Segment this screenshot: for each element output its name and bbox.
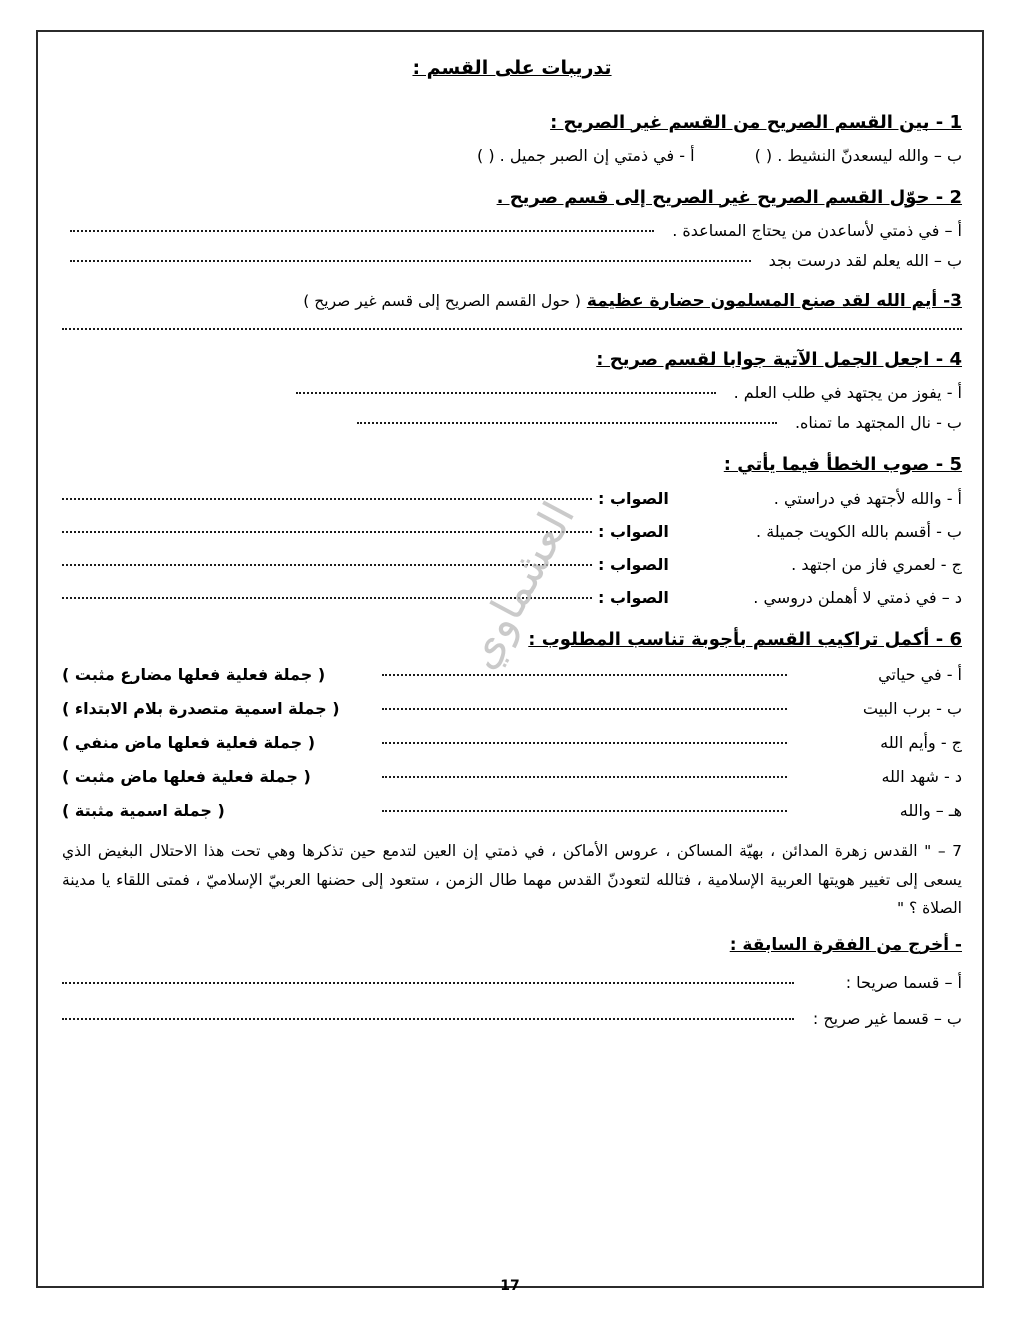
question-7-item-b: ب – قسما غير صريح :	[812, 1008, 962, 1028]
question-2-item-a: أ – في ذمتي لأساعدن من يحتاج المساعدة .	[672, 220, 962, 240]
question-4-row-a	[62, 381, 962, 405]
answer-line[interactable]	[62, 597, 592, 599]
question-3-instruction: ( حول القسم الصريح إلى قسم غير صريح )	[303, 291, 581, 310]
question-6-prompt-a: أ - في حياتي	[878, 665, 962, 684]
question-5-row-b	[62, 520, 962, 544]
page-number: 17	[500, 1278, 520, 1294]
question-6-row-e	[62, 799, 962, 823]
question-5-row-c	[62, 553, 962, 577]
question-4-row-b	[62, 411, 962, 435]
answer-line[interactable]	[382, 674, 787, 676]
question-6-heading: 6 - أكمل تراكيب القسم بأجوبة تناسب المطلوب :	[528, 629, 962, 650]
question-6-prompt-b: ب - برب البيت	[862, 699, 962, 718]
question-3	[62, 289, 962, 315]
answer-line[interactable]	[382, 776, 787, 778]
question-6-row-c	[62, 731, 962, 755]
question-6-row-a	[62, 663, 962, 687]
question-6-prompt-d: د - شهد الله	[881, 767, 962, 786]
question-6-hint-a: ( جملة فعلية فعلها مضارع مثبت )	[62, 665, 326, 684]
question-5-row-d	[62, 586, 962, 610]
question-4-item-b: ب - نال المجتهد ما تمناه.	[794, 413, 962, 432]
answer-line[interactable]	[62, 531, 592, 533]
answer-label: الصواب :	[598, 555, 669, 574]
question-5-item-b: ب - أقسم بالله الكويت جميلة .	[756, 522, 962, 541]
worksheet-content	[62, 48, 962, 1272]
question-6-prompt-c: ج - وأيم الله	[880, 733, 962, 752]
question-6-prompt-e: هـ – والله	[899, 801, 962, 820]
question-5-heading: 5 - صوب الخطأ فيما يأتي :	[723, 454, 962, 475]
question-7-row-a	[62, 971, 962, 995]
answer-label: الصواب :	[598, 489, 669, 508]
question-2-item-b: ب – الله يعلم لقد درست بجد	[768, 250, 962, 270]
answer-line[interactable]	[62, 1018, 794, 1020]
question-5-row-a	[62, 487, 962, 511]
answer-line[interactable]	[382, 810, 787, 812]
question-7-item-a: أ – قسما صريحا :	[845, 972, 962, 992]
question-6-row-b	[62, 697, 962, 721]
question-3-bold: 3- أيم الله لقد صنع المسلمون حضارة عظيمة	[586, 290, 962, 311]
answer-line[interactable]	[382, 708, 787, 710]
question-1-item-a: أ - في ذمتي إن الصبر جميل . ( )	[477, 145, 695, 165]
question-2-row-a	[62, 219, 962, 243]
answer-line[interactable]	[62, 564, 592, 566]
question-7-paragraph: 7 – " القدس زهرة المدائن ، بهيّة المساكن ، عروس الأماكن ، في ذمتي إن العين لتدمع حين تذكرها وهي تحت هذا الاحتلال البغيض الذي يسعى إلى تغيير هويتها العربية الإسلامية ، فتالله لتعودنّ القدس مهما طال الزمن ، ستعود إلى حضنها العربيّ الإسلاميّ ، فمتى اللقاء يا مدينة الصلاة ؟ "	[62, 842, 962, 918]
question-4-heading: 4 - اجعل الجمل الآتية جوابا لقسم صريح :	[596, 349, 962, 370]
answer-line[interactable]	[296, 392, 716, 394]
answer-line[interactable]	[62, 498, 592, 500]
answer-line[interactable]	[62, 328, 962, 330]
question-2-row-b	[62, 249, 962, 273]
answer-line[interactable]	[382, 742, 787, 744]
question-7-row-b	[62, 1007, 962, 1031]
question-1-heading: 1 - بين القسم الصريح من القسم غير الصريح :	[550, 111, 962, 133]
answer-line[interactable]	[70, 260, 751, 262]
question-6-hint-e: ( جملة اسمية مثبتة )	[62, 801, 225, 820]
answer-line[interactable]	[62, 982, 794, 984]
answer-label: الصواب :	[598, 588, 669, 607]
question-6-row-d	[62, 765, 962, 789]
page-title: تدريبات على القسم :	[412, 57, 612, 79]
answer-label: الصواب :	[598, 522, 669, 541]
question-6-hint-d: ( جملة فعلية فعلها ماض مثبت )	[62, 767, 311, 786]
question-1-items	[62, 144, 962, 168]
question-5-item-a: أ - والله لأجتهد في دراستي .	[773, 489, 962, 508]
question-6-hint-b: ( جملة اسمية متصدرة بلام الابتداء )	[62, 699, 340, 718]
question-2-heading: 2 - حوّل القسم الصريح غير الصريح إلى قسم صريح .	[496, 186, 962, 208]
answer-line[interactable]	[357, 422, 777, 424]
question-1-item-b: ب – والله ليسعدنّ النشيط . ( )	[754, 145, 962, 165]
watermark-text: العشماوي	[455, 493, 586, 678]
question-5-item-d: د – في ذمتي لا أهملن دروسي .	[753, 588, 962, 607]
question-7-subheading: - أخرج من الفقرة السابقة :	[729, 935, 962, 956]
question-6-hint-c: ( جملة فعلية فعلها ماض منفي )	[62, 733, 315, 752]
question-5-item-c: ج - لعمري فاز من اجتهد .	[791, 555, 962, 574]
answer-line[interactable]	[70, 230, 654, 232]
question-4-item-a: أ - يفوز من يجتهد في طلب العلم .	[733, 383, 962, 402]
